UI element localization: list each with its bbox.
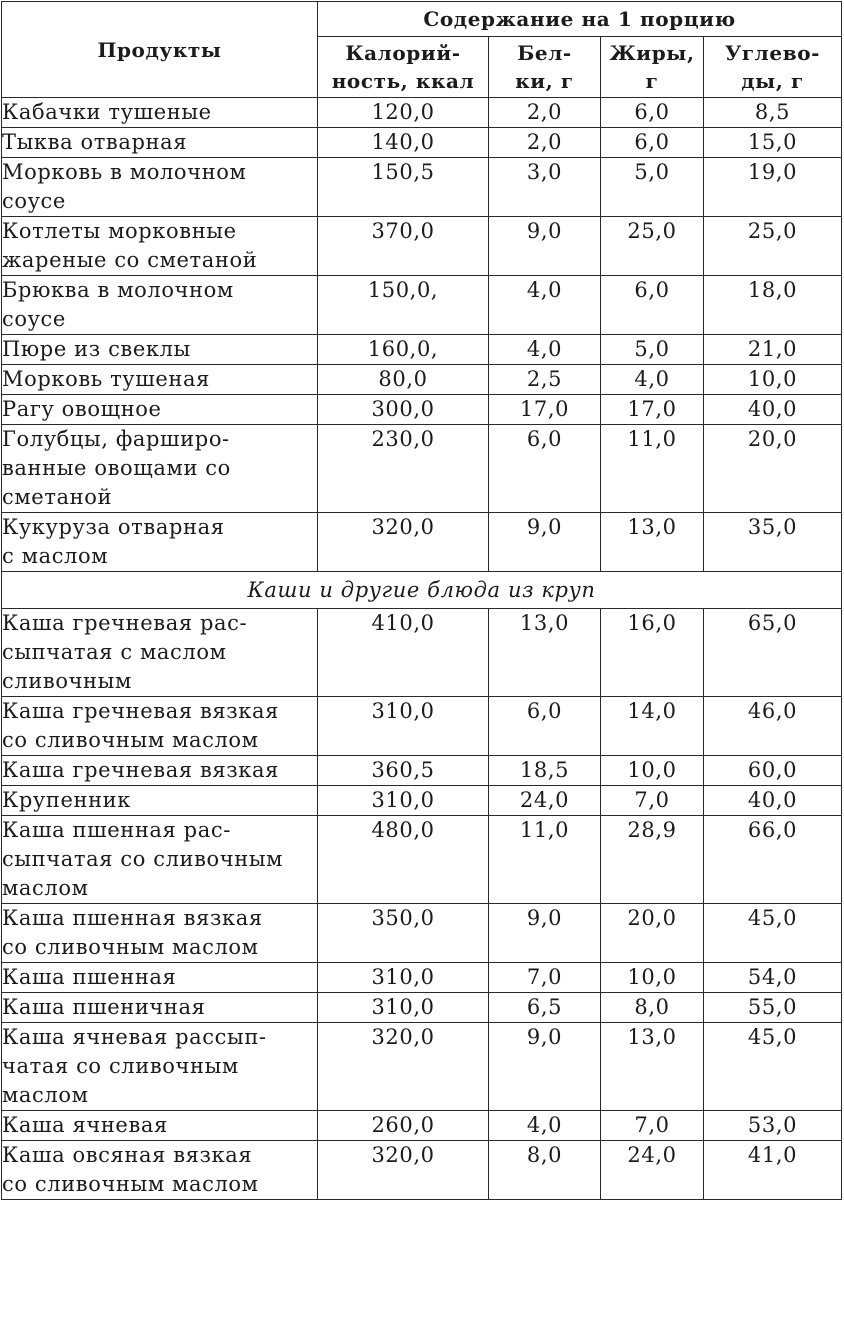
protein-cell: 24,0 (489, 786, 601, 816)
product-name-line: Морковь тушеная (2, 367, 210, 391)
product-name-line: Каша ячневая (2, 1113, 168, 1137)
product-name-line: Голубцы, фарширо- (2, 427, 230, 451)
table-row (2, 425, 842, 513)
product-name-line: соусе (2, 307, 66, 331)
calories-cell: 150,0, (318, 276, 489, 335)
table-row (2, 904, 842, 963)
vegetables-section (2, 98, 842, 572)
product-name-line: маслом (2, 876, 89, 900)
protein-cell: 13,0 (489, 609, 601, 697)
product-name-cell (2, 1111, 318, 1141)
product-name-line: Каша овсяная вязкая (2, 1143, 253, 1167)
fat-header-line-2: г (645, 69, 659, 93)
carbs-cell: 35,0 (704, 513, 842, 572)
product-name-cell (2, 128, 318, 158)
fat-header (601, 37, 704, 98)
protein-cell: 8,0 (489, 1141, 601, 1200)
table-row (2, 786, 842, 816)
product-name-cell (2, 756, 318, 786)
calories-cell: 410,0 (318, 609, 489, 697)
fat-cell: 7,0 (601, 1111, 704, 1141)
calories-header-line-1: Калорий- (345, 41, 461, 65)
protein-cell: 17,0 (489, 395, 601, 425)
protein-cell: 9,0 (489, 904, 601, 963)
fat-cell: 8,0 (601, 993, 704, 1023)
carbs-cell: 18,0 (704, 276, 842, 335)
carbs-cell: 46,0 (704, 697, 842, 756)
carbs-cell: 21,0 (704, 335, 842, 365)
protein-cell: 2,0 (489, 98, 601, 128)
calories-cell: 150,5 (318, 158, 489, 217)
carbs-cell: 45,0 (704, 1023, 842, 1111)
table-row (2, 1023, 842, 1111)
fat-cell: 10,0 (601, 963, 704, 993)
product-name-line: Морковь в молочном (2, 160, 247, 184)
product-name-line: ванные овощами со (2, 456, 231, 480)
product-name-line: Каша пшеничная (2, 995, 206, 1019)
product-name-line: со сливочным маслом (2, 1172, 259, 1196)
carbs-cell: 53,0 (704, 1111, 842, 1141)
product-name-line: Пюре из свеклы (2, 337, 191, 361)
carbs-header-line-2: ды, г (741, 69, 804, 93)
calories-cell: 480,0 (318, 816, 489, 904)
product-name-cell (2, 513, 318, 572)
product-name-line: со сливочным маслом (2, 935, 259, 959)
calories-cell: 230,0 (318, 425, 489, 513)
table-row (2, 816, 842, 904)
carbs-cell: 10,0 (704, 365, 842, 395)
product-name-line: Каша гречневая вязкая (2, 699, 279, 723)
protein-cell: 2,0 (489, 128, 601, 158)
cereals-section-heading (2, 572, 842, 609)
product-name-line: сливочным (2, 669, 132, 693)
fat-cell: 25,0 (601, 217, 704, 276)
product-name-cell (2, 158, 318, 217)
protein-cell: 4,0 (489, 276, 601, 335)
protein-cell: 18,5 (489, 756, 601, 786)
product-name-cell (2, 697, 318, 756)
carbs-header-line-1: Углево- (724, 41, 821, 65)
product-name-cell (2, 816, 318, 904)
calories-cell: 260,0 (318, 1111, 489, 1141)
fat-cell: 11,0 (601, 425, 704, 513)
calories-cell: 80,0 (318, 365, 489, 395)
calories-cell: 360,5 (318, 756, 489, 786)
fat-header-line-1: Жиры, (609, 41, 695, 65)
product-name-line: маслом (2, 1083, 89, 1107)
product-name-line: Кабачки тушеные (2, 100, 212, 124)
protein-header-line-1: Бел- (517, 41, 572, 65)
product-name-line: соусе (2, 189, 66, 213)
protein-cell: 2,5 (489, 365, 601, 395)
fat-cell: 6,0 (601, 276, 704, 335)
carbs-cell: 60,0 (704, 756, 842, 786)
calories-cell: 160,0, (318, 335, 489, 365)
fat-cell: 5,0 (601, 335, 704, 365)
table-row (2, 128, 842, 158)
calories-cell: 350,0 (318, 904, 489, 963)
carbs-cell: 20,0 (704, 425, 842, 513)
fat-cell: 6,0 (601, 98, 704, 128)
product-name-line: со сливочным маслом (2, 728, 259, 752)
product-name-cell (2, 786, 318, 816)
protein-cell: 6,0 (489, 697, 601, 756)
content-per-serving-header: Содержание на 1 порцию (318, 2, 842, 37)
product-name-line: чатая со сливочным (2, 1054, 239, 1078)
fat-cell: 10,0 (601, 756, 704, 786)
product-name-line: Котлеты морковные (2, 219, 237, 243)
product-name-line: Кукуруза отварная (2, 515, 225, 539)
calories-cell: 310,0 (318, 786, 489, 816)
protein-cell: 4,0 (489, 1111, 601, 1141)
product-name-line: сыпчатая с маслом (2, 640, 227, 664)
calories-cell: 310,0 (318, 697, 489, 756)
product-name-line: Каша пшенная рас- (2, 818, 231, 842)
fat-cell: 6,0 (601, 128, 704, 158)
calories-cell: 300,0 (318, 395, 489, 425)
protein-cell: 7,0 (489, 963, 601, 993)
fat-cell: 20,0 (601, 904, 704, 963)
product-name-line: Каша пшенная (2, 965, 177, 989)
calories-cell: 310,0 (318, 963, 489, 993)
product-name-line: Крупенник (2, 788, 131, 812)
carbs-cell: 65,0 (704, 609, 842, 697)
fat-cell: 5,0 (601, 158, 704, 217)
fat-cell: 28,9 (601, 816, 704, 904)
calories-header-line-2: ность, ккал (331, 69, 475, 93)
protein-cell: 6,5 (489, 993, 601, 1023)
carbs-cell: 55,0 (704, 993, 842, 1023)
product-name-line: Брюква в молочном (2, 278, 234, 302)
table-row (2, 609, 842, 697)
table-row (2, 217, 842, 276)
protein-cell: 3,0 (489, 158, 601, 217)
fat-cell: 17,0 (601, 395, 704, 425)
protein-cell: 9,0 (489, 1023, 601, 1111)
calories-cell: 320,0 (318, 1023, 489, 1111)
table-row (2, 697, 842, 756)
table-row (2, 963, 842, 993)
product-name-cell (2, 1141, 318, 1200)
calories-cell: 310,0 (318, 993, 489, 1023)
calories-cell: 320,0 (318, 1141, 489, 1200)
carbs-cell: 45,0 (704, 904, 842, 963)
calories-cell: 320,0 (318, 513, 489, 572)
table-row (2, 365, 842, 395)
table-row (2, 1141, 842, 1200)
product-name-line: жареные со сметаной (2, 248, 258, 272)
product-name-line: Каша пшенная вязкая (2, 906, 263, 930)
product-name-line: сметаной (2, 485, 113, 509)
carbs-cell: 40,0 (704, 786, 842, 816)
fat-cell: 4,0 (601, 365, 704, 395)
protein-cell: 9,0 (489, 513, 601, 572)
fat-cell: 13,0 (601, 1023, 704, 1111)
fat-cell: 24,0 (601, 1141, 704, 1200)
product-name-cell (2, 365, 318, 395)
carbs-cell: 40,0 (704, 395, 842, 425)
product-name-cell (2, 1023, 318, 1111)
calories-header (318, 37, 489, 98)
carbs-cell: 8,5 (704, 98, 842, 128)
protein-header (489, 37, 601, 98)
section-row (2, 572, 842, 609)
calories-cell: 120,0 (318, 98, 489, 128)
fat-cell: 13,0 (601, 513, 704, 572)
table-row (2, 158, 842, 217)
carbs-cell: 15,0 (704, 128, 842, 158)
fat-cell: 7,0 (601, 786, 704, 816)
nutrition-table (1, 1, 842, 1200)
product-name-cell (2, 276, 318, 335)
protein-header-line-2: ки, г (515, 69, 574, 93)
product-name-line: Каша гречневая вязкая (2, 758, 279, 782)
product-name-cell (2, 963, 318, 993)
carbs-cell: 66,0 (704, 816, 842, 904)
table-row (2, 395, 842, 425)
product-name-cell (2, 993, 318, 1023)
product-name-cell (2, 904, 318, 963)
product-name-line: с маслом (2, 544, 109, 568)
carbs-cell: 19,0 (704, 158, 842, 217)
product-name-cell (2, 335, 318, 365)
product-name-cell (2, 425, 318, 513)
protein-cell: 4,0 (489, 335, 601, 365)
product-name-line: сыпчатая со сливочным (2, 847, 284, 871)
fat-cell: 16,0 (601, 609, 704, 697)
product-name-cell (2, 395, 318, 425)
table-row (2, 98, 842, 128)
section-title: Каши и другие блюда из круп (2, 572, 842, 609)
carbs-cell: 41,0 (704, 1141, 842, 1200)
fat-cell: 14,0 (601, 697, 704, 756)
product-name-line: Тыква отварная (2, 130, 188, 154)
product-name-line: Каша гречневая рас- (2, 611, 248, 635)
product-name-line: Рагу овощное (2, 397, 162, 421)
calories-cell: 140,0 (318, 128, 489, 158)
carbs-cell: 54,0 (704, 963, 842, 993)
products-header: Продукты (2, 2, 318, 98)
protein-cell: 9,0 (489, 217, 601, 276)
cereals-section (2, 609, 842, 1200)
table-row (2, 993, 842, 1023)
table-row (2, 513, 842, 572)
carbs-header (704, 37, 842, 98)
table-row (2, 276, 842, 335)
product-name-line: Каша ячневая рассып- (2, 1025, 267, 1049)
calories-cell: 370,0 (318, 217, 489, 276)
product-name-cell (2, 217, 318, 276)
table-row (2, 756, 842, 786)
carbs-cell: 25,0 (704, 217, 842, 276)
protein-cell: 11,0 (489, 816, 601, 904)
table-row (2, 1111, 842, 1141)
protein-cell: 6,0 (489, 425, 601, 513)
product-name-cell (2, 609, 318, 697)
table-row (2, 335, 842, 365)
product-name-cell (2, 98, 318, 128)
